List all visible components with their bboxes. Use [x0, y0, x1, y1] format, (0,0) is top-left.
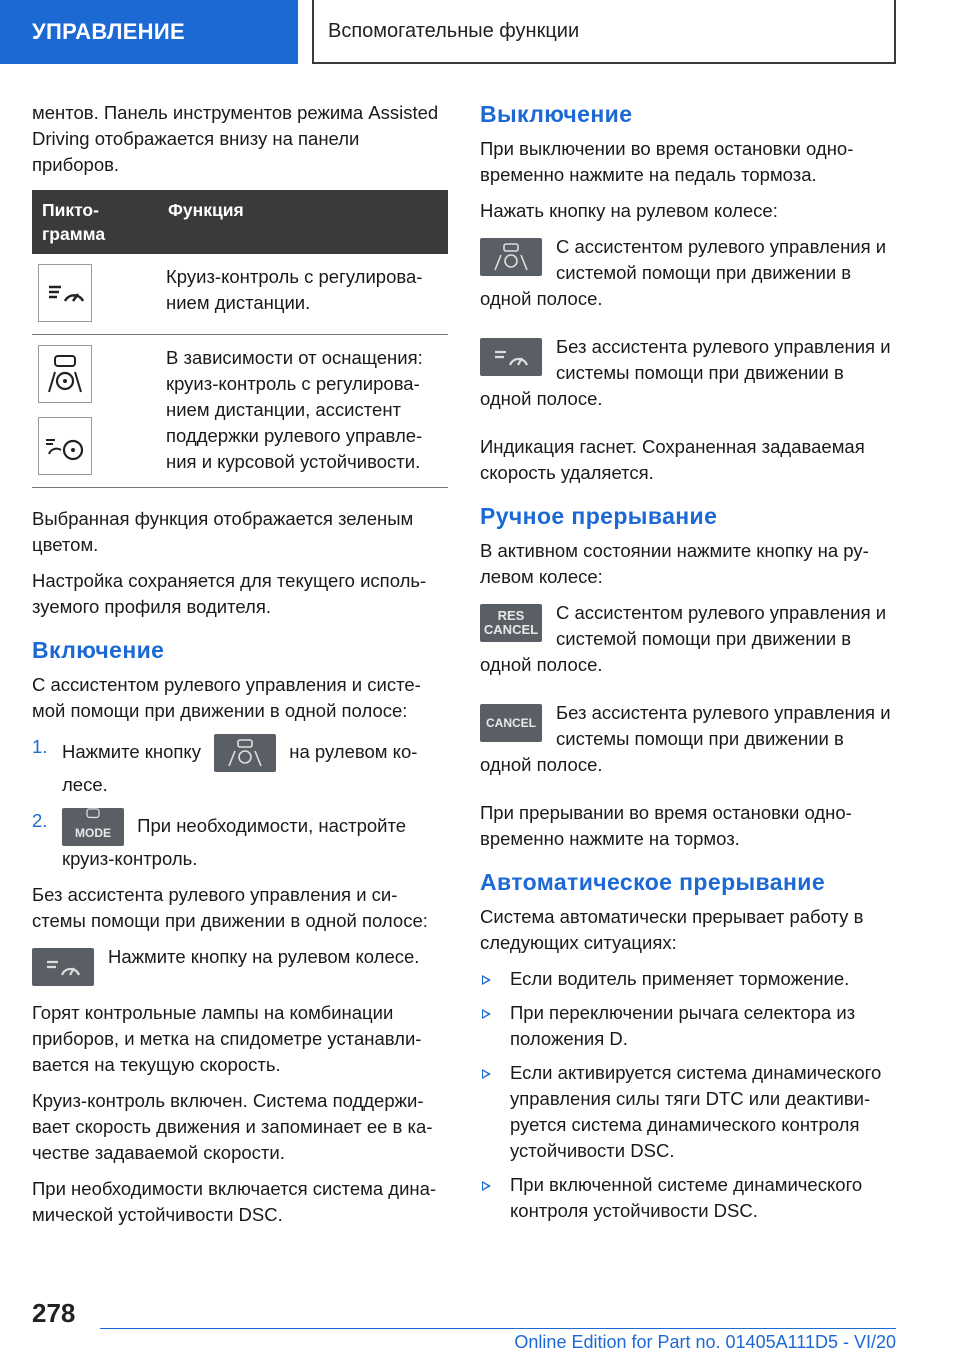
paragraph-brake: При прерывании во время остановки одно-временно нажмите на тормоз.: [480, 802, 852, 849]
step-1: [32, 734, 448, 798]
steering-assist-car-icon: [38, 345, 92, 403]
list-item: Если водитель применяет торможение.: [480, 966, 896, 992]
mode-button-icon: MODE: [62, 808, 124, 846]
table-cell-function: Круиз-контроль с регулирова-нием дистанции.: [158, 254, 448, 335]
list-item: При включенной системе динамического контроля устойчивости DSC.: [480, 1172, 896, 1224]
paragraph-with-assistant-off: С ассистентом рулевого управления и системой помощи при движении в одной полосе.: [480, 236, 887, 309]
auto-interrupt-list: [480, 966, 896, 1224]
paragraph-without-assistant-manual: Без ассистента рулевого управления и системы помощи при движении в одной полосе.: [480, 702, 891, 775]
table-row: [32, 254, 448, 335]
paragraph-press: Нажать кнопку на рулевом колесе:: [480, 200, 778, 221]
step-number: 2.: [32, 810, 48, 831]
assist-button-icon: [480, 238, 542, 276]
table-cell-function: В зависимости от оснащения: круиз-контроль с регулирова-нием дистанции, ассистент поддержки рулевого управле-ния и курсовой устойчивости.: [158, 335, 448, 488]
paragraph-enabled: Круиз-контроль включен. Система поддержи-вает скорость движения и запоминает ее в ка-честве задаваемой скорости.: [32, 1090, 433, 1163]
step-text: При необходимости, настройте круиз-контроль.: [62, 814, 407, 869]
footer-edition: Online Edition for Part no. 01405A111D5 - VI/20: [514, 1332, 896, 1352]
paragraph-indicator: Индикация гаснет. Сохраненная задаваемая скорость удаляется.: [480, 436, 865, 483]
list-item: Если активируется система динамического управления силы тяги DTC или деактиви-руется система динамического контроля устойчивости DSC.: [480, 1060, 896, 1164]
triangle-bullet-icon: [482, 975, 491, 985]
paragraph-without-assistant-off: Без ассистента рулевого управления и системы помощи при движении в одной полосе.: [480, 336, 891, 409]
table-header-pictogram: Пикто-грамма: [32, 190, 158, 254]
cruise-button-icon: [480, 338, 542, 376]
triangle-bullet-icon: [482, 1069, 491, 1079]
heading-manual-interrupt: Ручное прерывание: [480, 503, 718, 529]
paragraph-dsc: При необходимости включается система дина-мической устойчивости DSC.: [32, 1178, 437, 1225]
section-tab: УПРАВЛЕНИЕ: [0, 0, 298, 64]
table-header-function: Функция: [158, 190, 448, 254]
triangle-bullet-icon: [482, 1181, 491, 1191]
cruise-distance-icon: [38, 264, 92, 322]
step-text: Нажмите кнопку: [62, 740, 201, 762]
cruise-button-icon: [32, 948, 94, 986]
heading-switch-off: Выключение: [480, 101, 633, 127]
list-item: При переключении рычага селектора из положения D.: [480, 1000, 896, 1052]
table-row: [32, 335, 448, 488]
paragraph-auto: Система автоматически прерывает работу в следующих ситуациях:: [480, 906, 864, 953]
paragraph-setting: Настройка сохраняется для текущего исполь-зуемого профиля водителя.: [32, 570, 427, 617]
paragraph-without-assistant: Без ассистента рулевого управления и си-стемы помощи при движении в одной полосе:: [32, 884, 428, 931]
paragraph-with-assistant: С ассистентом рулевого управления и систе-мой помощи при движении в одной полосе:: [32, 674, 421, 721]
pictogram-table: [32, 190, 448, 488]
paragraph-off: При выключении во время остановки одно-временно нажмите на педаль тормоза.: [480, 138, 854, 185]
step-2: [32, 808, 448, 872]
chapter-title: Вспомогательные функции: [312, 0, 896, 64]
paragraph-lamps: Горят контрольные лампы на комбинации приборов, и метка на спидометре устанавли-вается на текущую скорость.: [32, 1002, 422, 1075]
page-number: 278: [32, 1298, 76, 1328]
paragraph-green: Выбранная функция отображается зеленым цветом.: [32, 508, 414, 555]
cancel-button-icon: CANCEL: [480, 704, 542, 742]
paragraph-press-button: Нажмите кнопку на рулевом колесе.: [108, 946, 420, 967]
left-column: [32, 100, 448, 1238]
footer-divider: [100, 1328, 896, 1329]
right-column: [480, 100, 896, 1232]
step-number: 1.: [32, 736, 48, 757]
intro-paragraph: ментов. Панель инструментов режима Assisted Driving отображается внизу на панели приборов.: [32, 102, 439, 175]
heading-auto-interrupt: Автоматическое прерывание: [480, 869, 826, 895]
assist-button-icon: [214, 734, 276, 772]
res-cancel-button-icon: RES CANCEL: [480, 604, 542, 642]
steering-wheel-icon: [38, 417, 92, 475]
steps-list: [32, 734, 448, 872]
triangle-bullet-icon: [482, 1009, 491, 1019]
heading-switch-on: Включение: [32, 637, 165, 663]
paragraph-active: В активном состоянии нажмите кнопку на ру-левом колесе:: [480, 540, 869, 587]
paragraph-with-assistant-manual: С ассистентом рулевого управления и системой помощи при движении в одной полосе.: [480, 602, 887, 675]
step-text: на рулевом ко-лесе.: [62, 740, 418, 795]
